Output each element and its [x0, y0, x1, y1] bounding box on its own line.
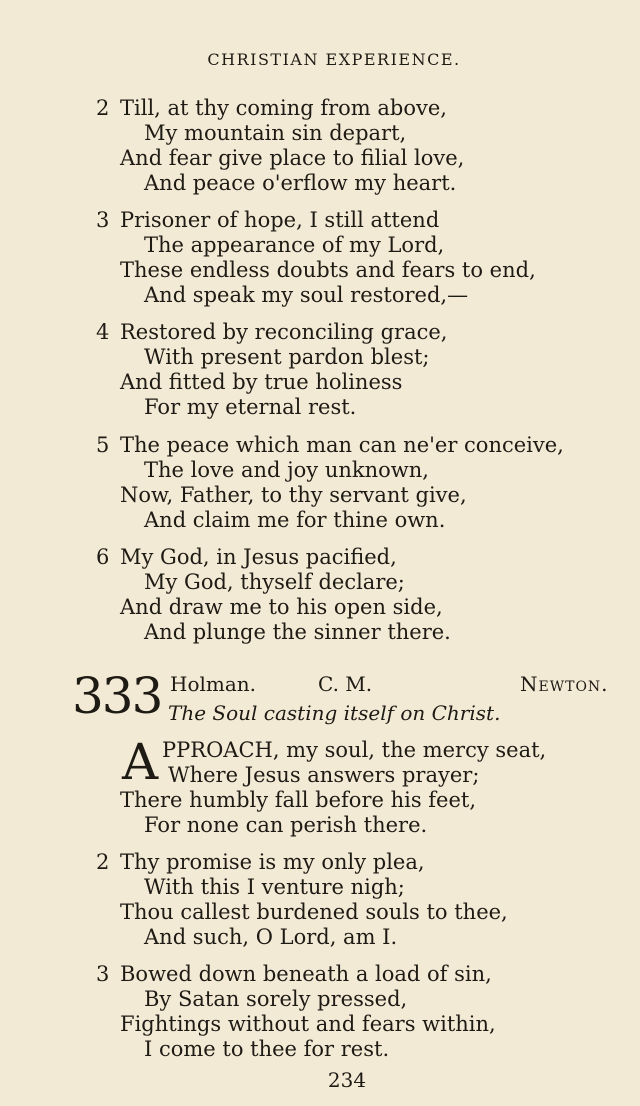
stanza-line: For none can perish there. — [144, 813, 428, 837]
stanza-line: And speak my soul restored,— — [144, 283, 469, 307]
stanza-line: The love and joy unknown, — [144, 458, 429, 482]
hymn-stanza-3 — [96, 962, 626, 1062]
stanza-line: The appearance of my Lord, — [144, 233, 445, 257]
author: Newton. — [520, 672, 609, 696]
stanza-4 — [96, 320, 626, 420]
stanza-5 — [96, 433, 626, 533]
hymn-heading — [0, 668, 640, 728]
stanza-line: With this I venture nigh; — [144, 875, 405, 899]
stanza-line: 3 Bowed down beneath a load of sin, — [96, 962, 492, 986]
stanza-line: 6 My God, in Jesus pacified, — [96, 545, 397, 569]
stanza-line: Now, Father, to thy servant give, — [120, 483, 467, 507]
stanza-number: 5 — [96, 433, 110, 457]
hymn-stanza-2 — [96, 850, 626, 950]
stanza-number: 3 — [96, 208, 110, 232]
hymn-stanza-1 — [96, 733, 626, 838]
stanza-line: And claim me for thine own. — [144, 508, 446, 532]
stanza-line: There humbly fall before his feet, — [120, 788, 477, 812]
stanza-line: And plunge the sinner there. — [144, 620, 451, 644]
stanza-line: My mountain sin depart, — [144, 121, 407, 145]
stanza-6 — [96, 545, 626, 645]
page-number: 234 — [327, 1068, 367, 1092]
stanza-line: And peace o'erflow my heart. — [144, 171, 457, 195]
stanza-line: 2 Till, at thy coming from above, — [96, 96, 447, 120]
running-header: CHRISTIAN EXPERIENCE. — [207, 50, 461, 69]
hymn-title: The Soul casting itself on Christ. — [168, 701, 501, 725]
stanza-line: 5 The peace which man can ne'er conceive, — [96, 433, 564, 457]
stanza-line: Fightings without and fears within, — [120, 1012, 496, 1036]
stanza-line: And such, O Lord, am I. — [144, 925, 398, 949]
stanza-line: I come to thee for rest. — [144, 1037, 390, 1061]
stanza-line: For my eternal rest. — [144, 395, 357, 419]
stanza-line: And draw me to his open side, — [120, 595, 443, 619]
hymn-number: 333 — [72, 667, 162, 725]
stanza-number: 2 — [96, 850, 110, 874]
stanza-number: 6 — [96, 545, 110, 569]
stanza-number: 4 — [96, 320, 110, 344]
stanza-line: PPROACH, my soul, the mercy seat, — [162, 738, 547, 762]
stanza-line: By Satan sorely pressed, — [144, 987, 408, 1011]
stanza-line: 2 Thy promise is my only plea, — [96, 850, 425, 874]
stanza-number: 2 — [96, 96, 110, 120]
drop-cap: A — [122, 733, 159, 791]
stanza-line: And fitted by true holiness — [120, 370, 403, 394]
stanza-2 — [96, 96, 626, 196]
stanza-line: 3 Prisoner of hope, I still attend — [96, 208, 440, 232]
stanza-line: Where Jesus answers prayer; — [168, 763, 480, 787]
stanza-line: Thou callest burdened souls to thee, — [120, 900, 508, 924]
stanza-number: 3 — [96, 962, 110, 986]
stanza-line: These endless doubts and fears to end, — [120, 258, 536, 282]
stanza-line: And fear give place to filial love, — [120, 146, 465, 170]
stanza-line: 4 Restored by reconciling grace, — [96, 320, 448, 344]
stanza-line: With present pardon blest; — [144, 345, 430, 369]
meter: C. M. — [318, 672, 373, 696]
tune-name: Holman. — [170, 672, 257, 696]
stanza-line: My God, thyself declare; — [144, 570, 405, 594]
stanza-3 — [96, 208, 626, 308]
